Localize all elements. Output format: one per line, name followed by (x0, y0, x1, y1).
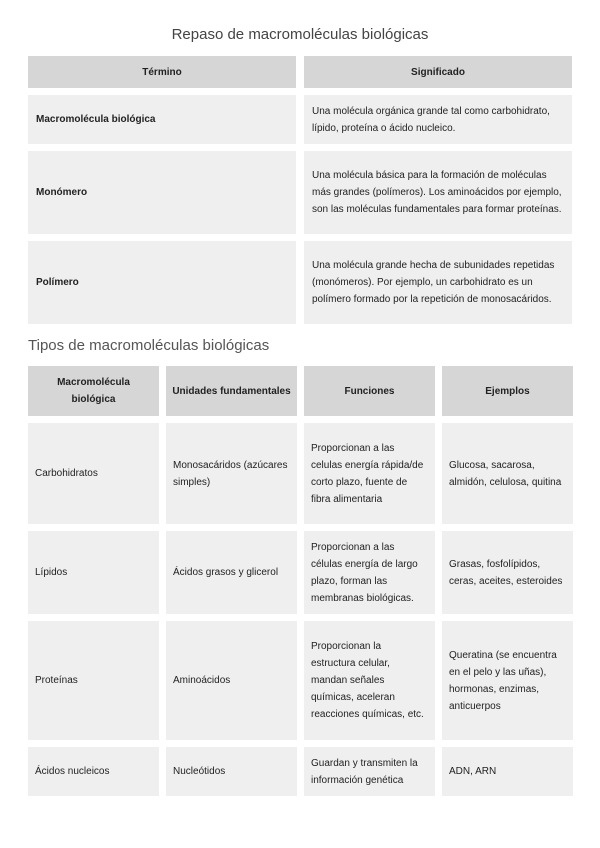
examples-cell: Glucosa, sacarosa, almidón, celulosa, quitina (442, 423, 573, 524)
functions-cell: Proporcionan a las celulas energía rápida/de corto plazo, fuente de fibra alimentaria (304, 423, 435, 524)
types-title: Tipos de macromoléculas biológicas (28, 337, 270, 354)
table-row (28, 621, 573, 740)
header-meaning: Significado (304, 56, 572, 88)
name-cell: Proteínas (28, 621, 159, 740)
name-cell: Ácidos nucleicos (28, 747, 159, 796)
functions-cell: Proporcionan la estructura celular, mandan señales químicas, aceleran reacciones químicas, etc. (304, 621, 435, 740)
units-cell: Aminoácidos (166, 621, 297, 740)
examples-cell: ADN, ARN (442, 747, 573, 796)
functions-cell: Guardan y transmiten la información genética (304, 747, 435, 796)
header-units: Unidades fundamentales (166, 366, 297, 416)
table-row (28, 95, 572, 144)
units-cell: Ácidos grasos y glicerol (166, 531, 297, 614)
table-row (28, 241, 572, 324)
term-cell: Macromolécula biológica (28, 95, 296, 144)
header-term: Término (28, 56, 296, 88)
term-cell: Monómero (28, 151, 296, 234)
examples-cell: Grasas, fosfolípidos, ceras, aceites, esteroides (442, 531, 573, 614)
term-cell: Polímero (28, 241, 296, 324)
table-row (28, 531, 573, 614)
examples-cell: Queratina (se encuentra en el pelo y las uñas), hormonas, enzimas, anticuerpos (442, 621, 573, 740)
name-cell: Carbohidratos (28, 423, 159, 524)
table-row (28, 423, 573, 524)
name-cell: Lípidos (28, 531, 159, 614)
table-row (28, 151, 572, 234)
meaning-cell: Una molécula básica para la formación de moléculas más grandes (polímeros). Los aminoácidos por ejemplo, son las moléculas fundamentales para formar proteínas. (304, 151, 572, 234)
meaning-cell: Una molécula orgánica grande tal como carbohidrato, lípido, proteína o ácido nucleico. (304, 95, 572, 144)
header-examples: Ejemplos (442, 366, 573, 416)
meaning-cell: Una molécula grande hecha de subunidades repetidas (monómeros). Por ejemplo, un carbohidrato es un polímero formado por la repetición de monosacáridos. (304, 241, 572, 324)
types-table (28, 366, 573, 796)
header-macromolecule: Macromolécula biológica (28, 366, 159, 416)
review-title: Repaso de macromoléculas biológicas (171, 26, 429, 43)
units-cell: Nucleótidos (166, 747, 297, 796)
header-functions: Funciones (304, 366, 435, 416)
review-table (28, 56, 572, 324)
units-cell: Monosacáridos (azúcares simples) (166, 423, 297, 524)
functions-cell: Proporcionan a las células energía de largo plazo, forman las membranas biológicas. (304, 531, 435, 614)
table-row (28, 747, 573, 796)
